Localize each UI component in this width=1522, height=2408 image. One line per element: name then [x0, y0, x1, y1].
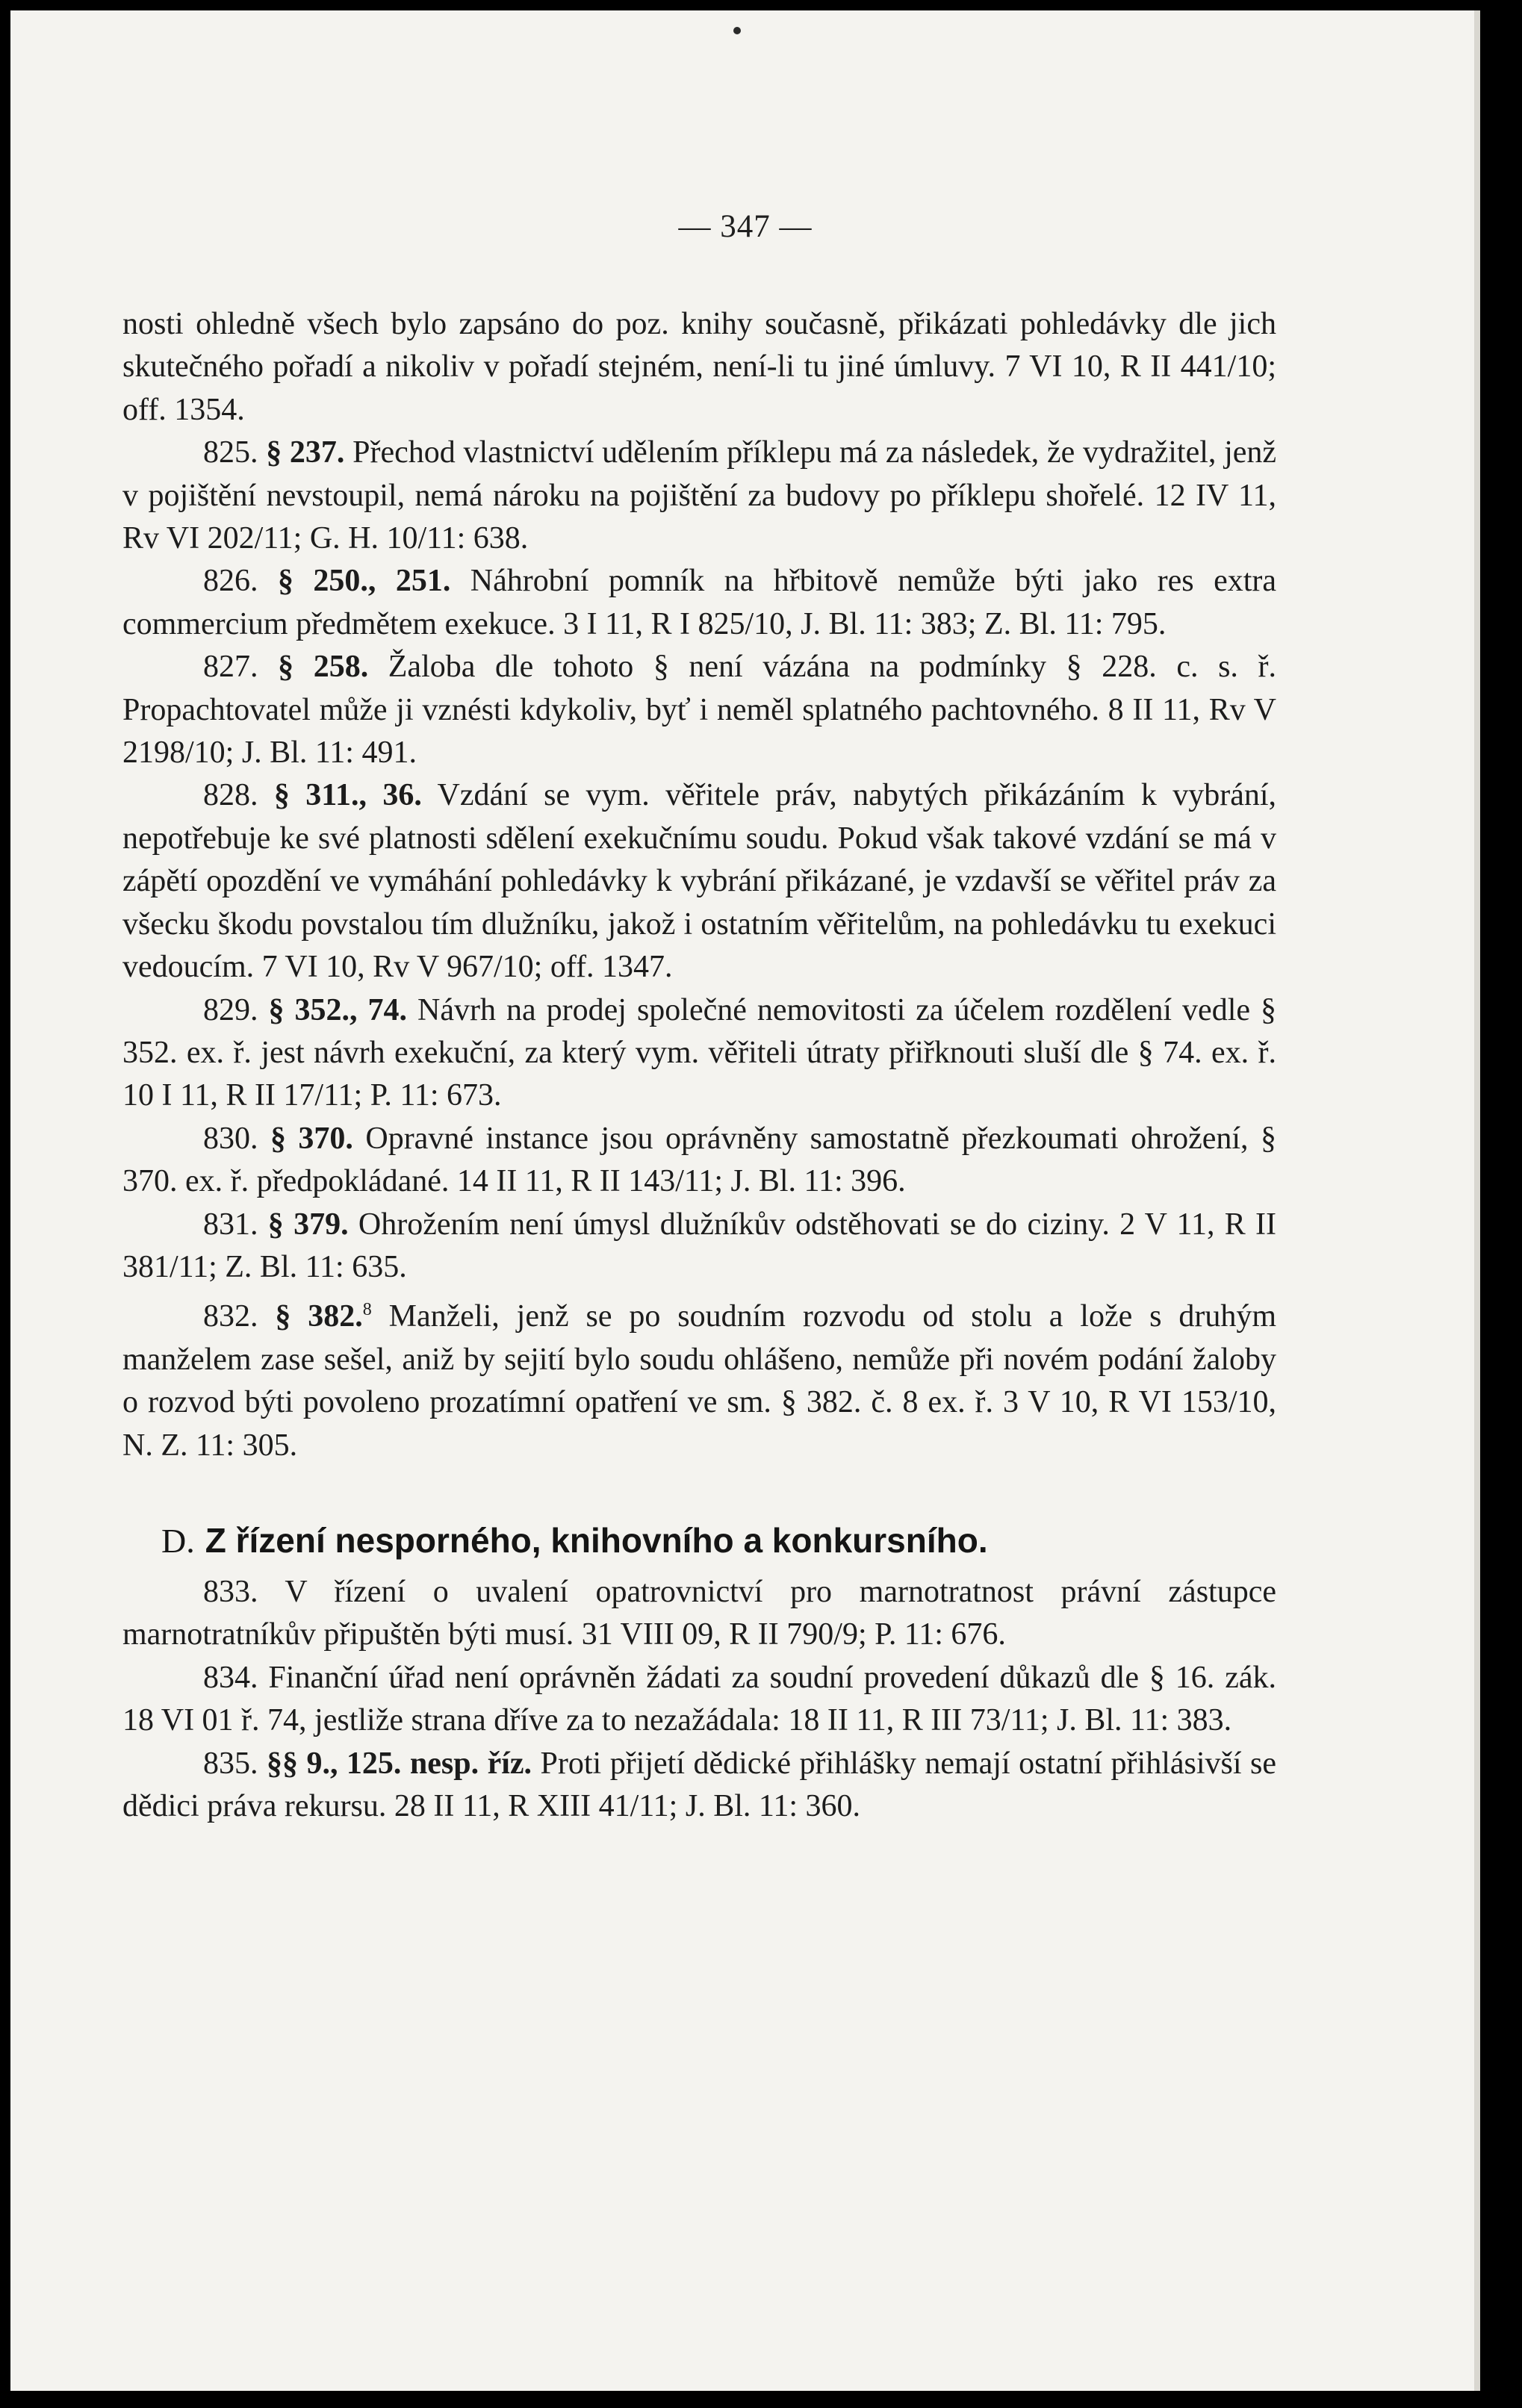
- paragraph-text: nosti ohledně všech bylo zapsáno do poz. knihy současně, přikázati pohledávky dle jich skutečného pořadí a nikoliv v pořadí stejném, není-li tu jiné úmluvy. 7 VI 10, R II 441/10; off. 1354.: [122, 307, 1276, 427]
- section-title: Z řízení nesporného, knihovního a konkursního.: [205, 1520, 988, 1560]
- entry-reference: § 250., 251.: [277, 564, 451, 599]
- entry-829: [122, 989, 1276, 1118]
- entry-number: 832.: [203, 1299, 258, 1334]
- entry-number: 825.: [203, 435, 258, 470]
- entry-text: Opravné instance jsou oprávněny samostatně přezkoumati ohrožení, § 370. ex. ř. předpokládané. 14 II 11, R II 143/11; J. Bl. 11: 396.: [122, 1121, 1276, 1199]
- entry-831: [122, 1204, 1276, 1289]
- entry-text: Žaloba dle tohoto § není vázána na podmínky § 228. c. s. ř. Propachtovatel může ji vznésti kdykoliv, byť i neměl splatného pachtovného. 8 II 11, Rv V 2198/10; J. Bl. 11: 491.: [122, 650, 1276, 771]
- page-number: — 347 —: [678, 209, 813, 244]
- entry-number: 833.: [203, 1574, 258, 1609]
- book-page: [10, 10, 1480, 2391]
- entry-833: [122, 1571, 1276, 1657]
- entry-reference: § 258.: [278, 650, 369, 685]
- entry-reference: § 379.: [267, 1207, 349, 1242]
- entry-text: Proti přijetí dědické přihlášky nemají ostatní přihlásivší se dědici práva rekursu. 28 II 11, R XIII 41/11; J. Bl. 11: 360.: [122, 1746, 1277, 1823]
- entry-text: Manželi, jenž se po soudním rozvodu od stolu a lože s druhým manželem zase sešel, aniž by sejití bylo soudu ohlášeno, nemůže při novém podání žaloby o rozvod býti povoleno prozatímní opatření ve sm. § 382. č. 8 ex. ř. 3 V 10, R VI 153/10, N. Z. 11: 305.: [122, 1299, 1277, 1463]
- entry-text: Návrh na prodej společné nemovitosti za účelem rozdělení vedle § 352. ex. ř. jest návrh exekuční, za který vym. věřiteli útraty přiřknouti sluší dle § 74. ex. ř. 10 I 11, R II 17/11; P. 11: 673.: [122, 992, 1277, 1113]
- entry-830: [122, 1118, 1276, 1204]
- entry-reference: § 352., 74.: [268, 992, 408, 1027]
- section-letter: D.: [161, 1521, 195, 1560]
- entry-825: [122, 432, 1276, 560]
- section-heading: [122, 1518, 1276, 1564]
- entry-number: 829.: [203, 992, 258, 1027]
- entry-text: Vzdání se vym. věřitele práv, nabytých přikázáním k vybrání, nepotřebuje ke své platnosti sdělení exekučnímu soudu. Pokud však takové vzdání se má v zápětí opozdění ve vymáhání pohledávky k vybrání přikázané, je vzdavší se věřitel práv za všecku škodu povstalou tím dlužníku, jakož i ostatním věřitelům, na pohledávku tu exekuci vedoucím. 7 VI 10, Rv V 967/10; off. 1347.: [122, 778, 1277, 985]
- entry-835: [122, 1743, 1276, 1829]
- speck-mark: [733, 27, 741, 34]
- entry-reference: § 311., 36.: [273, 778, 422, 813]
- entry-number: 826.: [203, 564, 258, 599]
- paragraph-continuation: [122, 303, 1276, 432]
- entry-reference: §§ 9., 125. nesp. říz.: [266, 1746, 532, 1781]
- entry-number: 828.: [203, 778, 258, 813]
- entry-text: Finanční úřad není oprávněn žádati za soudní provedení důkazů dle § 16. zák. 18 VI 01 ř. 74, jestliže strana dříve za to nezažádala: 18 II 11, R III 73/11; J. Bl. 11: 383.: [122, 1660, 1277, 1738]
- entry-number: 830.: [203, 1121, 258, 1156]
- entry-827: [122, 646, 1276, 774]
- entry-number: 827.: [203, 650, 258, 685]
- entry-text: V řízení o uvalení opatrovnictví pro marnotratnost právní zástupce marnotratníkův připuštěn býti musí. 31 VIII 09, R II 790/9; P. 11: 676.: [122, 1574, 1276, 1652]
- entry-reference: § 370.: [270, 1121, 353, 1156]
- entry-number: 835.: [203, 1746, 258, 1781]
- entry-reference: § 237.: [266, 435, 345, 470]
- entry-text: Náhrobní pomník na hřbitově nemůže býti jako res extra commercium předmětem exekuce. 3 I 11, R I 825/10, J. Bl. 11: 383; Z. Bl. 11: 795.: [122, 564, 1277, 641]
- entry-number: 834.: [203, 1660, 258, 1695]
- entry-text: Přechod vlastnictví udělením příklepu má za následek, že vydražitel, jenž v pojištění nevstoupil, nemá nároku na pojištění za budovy po příklepu shořelé. 12 IV 11, Rv VI 202/11; G. H. 10/11: 638.: [122, 435, 1277, 556]
- page-body: [122, 303, 1276, 1828]
- footnote-marker: 8: [362, 1300, 372, 1320]
- entry-828: [122, 774, 1276, 989]
- entry-834: [122, 1657, 1276, 1743]
- entry-832: [122, 1289, 1276, 1467]
- entry-reference: § 382.: [275, 1299, 363, 1334]
- entry-text: Ohrožením není úmysl dlužníkův odstěhovati se do ciziny. 2 V 11, R II 381/11; Z. Bl. 11: 635.: [122, 1207, 1277, 1284]
- entry-number: 831.: [203, 1207, 258, 1242]
- entry-826: [122, 560, 1276, 646]
